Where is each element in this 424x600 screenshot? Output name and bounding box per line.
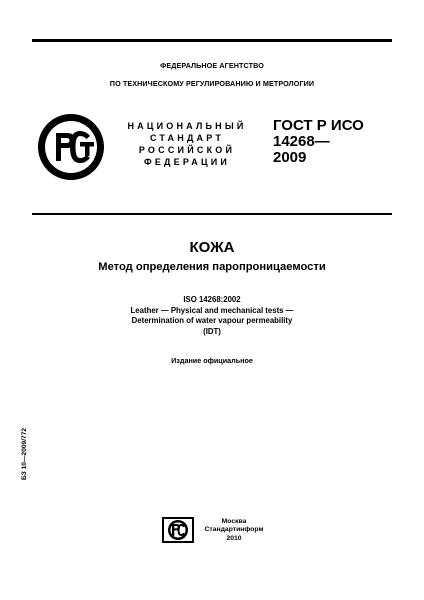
standard-label-line: НАЦИОНАЛЬНЫЙ xyxy=(127,121,247,131)
iso-title-line: Leather — Physical and mechanical tests — xyxy=(130,305,294,315)
publisher-city: Москва xyxy=(221,518,247,525)
edition-note: Издание официальное xyxy=(171,356,253,365)
iso-ref: ISO 14268:2002 xyxy=(183,295,241,304)
iso-reference-block xyxy=(32,295,392,337)
bottom-rule xyxy=(32,213,392,215)
designation-line: 2009 xyxy=(273,149,307,166)
document-subtitle: Метод определения паропроницаемости xyxy=(98,261,326,273)
designation-line: ГОСТ Р ИСО xyxy=(273,117,364,134)
agency-line-2: ПО ТЕХНИЧЕСКОМУ РЕГУЛИРОВАНИЮ И МЕТРОЛОГИИ xyxy=(109,79,315,88)
iso-equivalence: (IDT) xyxy=(203,326,221,336)
gost-r-logo-icon xyxy=(36,112,106,182)
national-standard-label xyxy=(118,120,256,168)
standard-label-line: СТАНДАРТ xyxy=(149,133,225,143)
publisher-block xyxy=(204,518,264,543)
side-code-text: БЗ 10—2009/772 xyxy=(21,427,28,480)
agency-line-1: ФЕДЕРАЛЬНОЕ АГЕНТСТВО xyxy=(160,61,264,70)
document-title: КОЖА xyxy=(189,239,235,256)
publisher-year: 2010 xyxy=(226,534,242,542)
standard-label-line: ФЕДЕРАЦИИ xyxy=(143,157,231,167)
iso-title-line: Determination of water vapour permeability xyxy=(131,316,293,325)
standard-designation xyxy=(273,118,364,166)
standard-label-line: РОССИЙСКОЙ xyxy=(138,145,236,155)
standartinform-logo-icon xyxy=(162,517,194,543)
designation-line: 14268— xyxy=(273,133,330,150)
top-rule xyxy=(32,39,392,42)
publisher-name: Стандартинформ xyxy=(204,526,264,534)
